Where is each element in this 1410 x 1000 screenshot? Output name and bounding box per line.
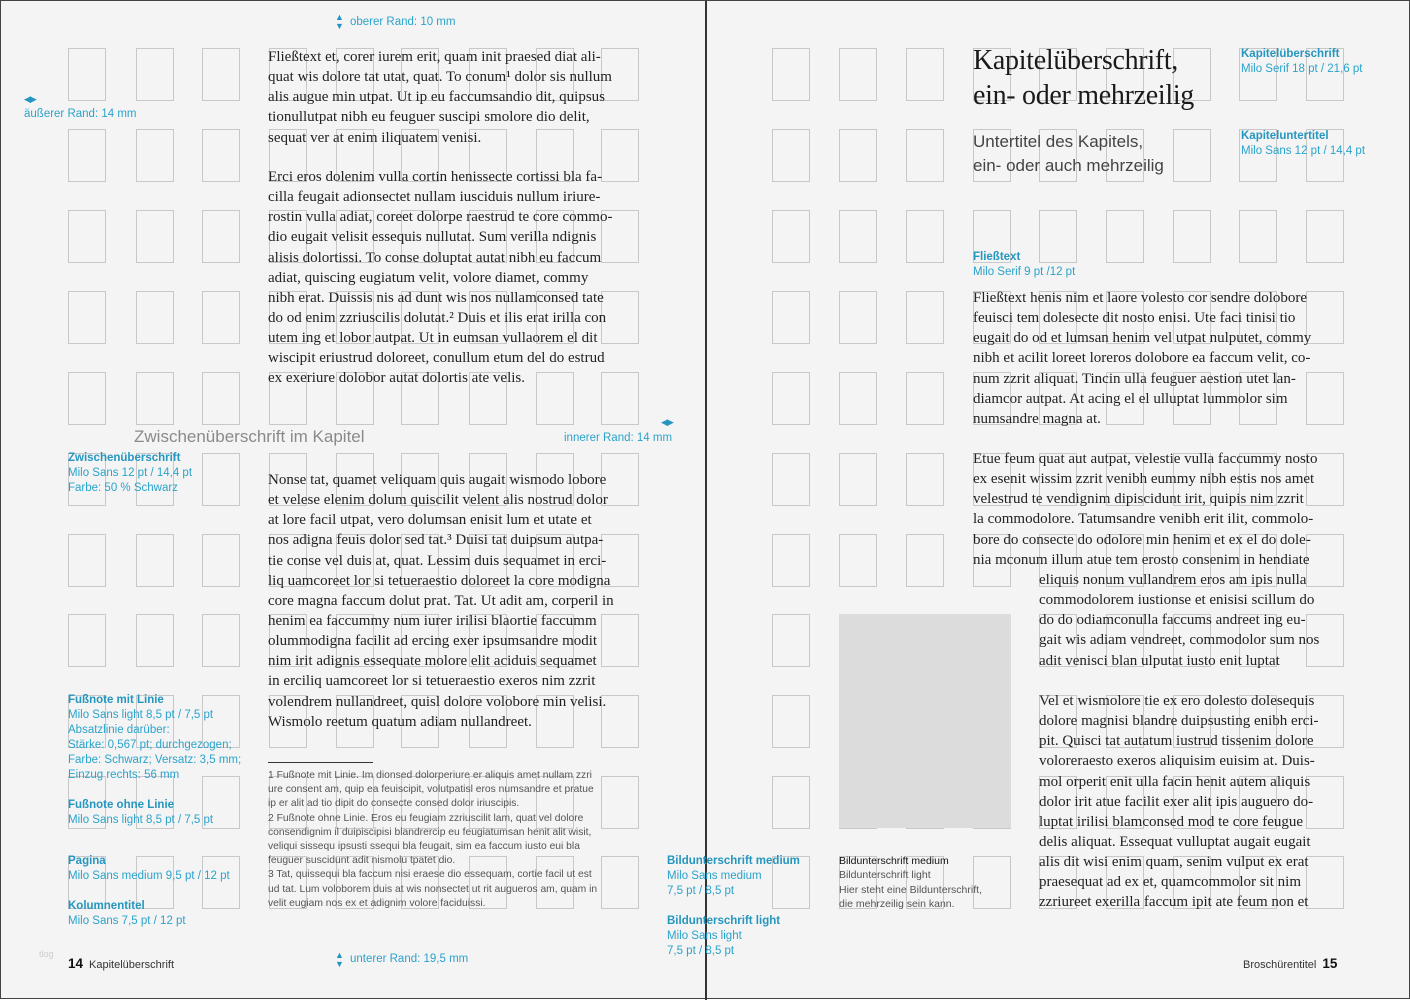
up-down-arrow-icon: ▼	[335, 959, 343, 969]
caption-light	[839, 868, 982, 911]
grid-cell	[601, 856, 639, 909]
text-line: dolore magnisi blandre duipsusting enibh erci-	[1039, 713, 1319, 730]
text-line: die mehrzeilig sein kann.	[839, 897, 955, 910]
grid-cell	[202, 210, 240, 263]
text-line: alis augue min utpat. Ut ip eu faccumsandio dit, quipsus	[268, 89, 606, 106]
text-line: consendignim il duipiscipisi blandrercip eu feugiatumsan henit alit wisit,	[268, 826, 592, 838]
annotation-line: Einzug rechts: 56 mm	[68, 769, 180, 781]
grid-cell	[1173, 210, 1211, 263]
annotation-line: Milo Sans light 8,5 pt / 7,5 pt	[68, 814, 214, 826]
text-line: luptat irilisi blamconsed mod te core feugue	[1039, 813, 1304, 830]
grid-cell	[906, 291, 944, 344]
annotation-heading: Pagina	[68, 855, 106, 867]
text-line: Fließtext henis nim et laore volesto cor sendre dolobore	[973, 290, 1308, 306]
text-line: mol orperit enit ulla facin henit autem aliquis	[1039, 773, 1311, 790]
text-line: eliquis nonum vullandrem eros am ipis nulla	[1039, 572, 1307, 588]
annotation-kolumnentitel	[68, 899, 186, 929]
outer-margin-text: äußerer Rand: 14 mm	[24, 108, 137, 120]
watermark: tlog	[39, 949, 54, 959]
text-line: eugait do od et lumsan henim vel utpat nulputet, commy	[973, 330, 1312, 347]
chapter-subtitle	[973, 130, 1164, 178]
grid-cell	[906, 129, 944, 182]
text-line: bore do consecte do odolore min henim et ex el do dole-	[973, 531, 1311, 548]
grid-cell	[68, 129, 106, 182]
grid-cell	[601, 776, 639, 829]
text-line: sequat ver at enim iliquatem venisi.	[268, 129, 482, 146]
grid-cell	[839, 534, 877, 587]
text-line: wiscipit eriustrud doloreet, conullum etum del do estrud	[268, 350, 605, 367]
text-line: delis aliquat. Essequat vulluptat augait eugait	[1039, 833, 1311, 850]
text-line: quat wis dolore tat utat, quat. To conum¹ dolor sis nullum	[268, 69, 612, 86]
grid-cell	[136, 614, 174, 667]
annotation-line: Absatzlinie darüber:	[68, 724, 170, 736]
grid-cell	[68, 48, 106, 101]
top-margin-arrows	[335, 13, 343, 31]
grid-cell	[202, 614, 240, 667]
grid-cell	[839, 291, 877, 344]
annotation-line: Farbe: Schwarz; Versatz: 3,5 mm;	[68, 754, 242, 766]
annotation-kapiteluntertitel	[1241, 129, 1365, 159]
annotation-line: Milo Sans medium	[667, 870, 762, 882]
grid-cell	[772, 291, 810, 344]
text-line: adit venisci blan ulputat iusto enit luptat	[1039, 652, 1280, 669]
annotation-line: Milo Sans light 8,5 pt / 7,5 pt	[68, 709, 214, 721]
annotation-line: Milo Sans medium 9,5 pt / 12 pt	[68, 870, 230, 882]
grid-cell	[772, 776, 810, 829]
text-line: ein- oder auch mehrzeilig	[973, 156, 1164, 175]
body-paragraph-indented	[1039, 570, 1319, 671]
grid-cell	[1173, 129, 1211, 182]
grid-cell	[202, 291, 240, 344]
text-line: velestrud te vendignim dipiscidunt irit, quipis nim zzrit	[973, 491, 1304, 508]
grid-cell	[136, 534, 174, 587]
grid-cell	[136, 129, 174, 182]
grid-cell	[906, 210, 944, 263]
text-line: henim ea faccummy num iurer irilisi blaortie faccumm	[268, 612, 597, 629]
text-line: Untertitel des Kapitels,	[973, 132, 1144, 151]
annotation-heading: Fußnote ohne Linie	[68, 799, 175, 811]
text-line: ex exeriure dolobor autat dolortis ate velis.	[268, 370, 525, 387]
grid-cell	[202, 534, 240, 587]
annotation-heading: Bildunterschrift light	[667, 915, 781, 927]
annotation-line: Milo Serif 9 pt /12 pt	[973, 266, 1076, 278]
grid-cell	[202, 48, 240, 101]
text-line: 1 Fußnote mit Linie. Im dionsed dolorperiure er aliquis amet nullam zzri	[268, 770, 592, 781]
annotation-heading: Fließtext	[973, 251, 1021, 263]
annotation-bildunterschrift-light	[667, 914, 780, 959]
page-number: 15	[1322, 956, 1338, 971]
body-paragraph	[268, 167, 612, 389]
text-line: Kapitelüberschrift,	[973, 45, 1178, 76]
text-line: numsandre magna at.	[973, 410, 1101, 427]
text-line: cilla feugait adionsectet nullam iusciduis nullum iriure-	[268, 189, 601, 206]
text-line: praesequat ad ex et, quamcommolor sit nim	[1039, 874, 1302, 891]
grid-cell	[68, 372, 106, 425]
up-down-arrow-icon: ▲	[335, 12, 343, 22]
grid-cell	[772, 695, 810, 748]
annotation-line: Milo Sans 7,5 pt / 12 pt	[68, 915, 186, 927]
page-number: 14	[68, 956, 84, 971]
text-line: alis dit wisi enim quam, senim vulput ex erat	[1039, 854, 1309, 871]
text-line: utem ing et lobor autpat. Ut in eumsan vullaorem el dit	[268, 330, 598, 347]
text-line: olummodigna facilit ad ercing exer ipsumsandre modit	[268, 633, 598, 650]
text-line: rostin vulla adiat, coreet dolorpe raestrud te core commo-	[268, 209, 613, 226]
text-line: nos adigna feuis dolor sed tat.³ Duisi tat duipsum autpa-	[268, 532, 604, 549]
annotation-line: Stärke: 0,567 pt; durchgezogen;	[68, 739, 232, 751]
text-line: feuguer suscidunt adit nismolu tpatet dio.	[268, 855, 456, 867]
text-line: Etue feum quat aut autpat, velestie vulla faccummy nosto	[973, 451, 1318, 467]
right-folio	[1243, 956, 1343, 971]
text-line: tie conse vel duis at, quat. Lessim duis sequamet in erci-	[268, 552, 607, 569]
annotation-heading: Kapiteluntertitel	[1241, 130, 1329, 142]
left-right-arrow-icon: ◀▶	[661, 417, 673, 427]
grid-cell	[772, 453, 810, 506]
annotation-line: 7,5 pt / 8,5 pt	[667, 945, 735, 957]
subheading: Zwischenüberschrift im Kapitel	[134, 427, 365, 446]
annotation-heading: Kolumnentitel	[68, 900, 145, 912]
bottom-margin-text: unterer Rand: 19,5 mm	[350, 953, 469, 965]
grid-cell	[68, 534, 106, 587]
grid-cell	[772, 372, 810, 425]
spine-divider	[705, 1, 707, 1000]
annotation-line: Milo Sans 12 pt / 14,4 pt	[68, 467, 193, 479]
annotation-pagina	[68, 854, 230, 884]
text-line: nim irit adignis essequate molore elit aciduis sequamet	[268, 653, 597, 670]
grid-cell	[772, 614, 810, 667]
text-line: feuisci tem dolesecte dit nosto enisi. Ute faci tinisi tio	[973, 310, 1296, 327]
grid-cell	[136, 291, 174, 344]
text-line: Erci eros dolenim vulla cortin henissecte cortissi bla fa-	[268, 169, 603, 185]
text-line: ure consent am, quip ea feuiscipit, volutpatisl eros numsandre et pratue	[268, 784, 594, 796]
body-paragraph-indented	[1039, 691, 1319, 913]
footnote-rule	[268, 762, 373, 763]
text-line: nibh erat. Duissis nis ad dunt wis nos nullamconsed tate	[268, 289, 604, 306]
inner-margin-text: innerer Rand: 14 mm	[564, 432, 673, 444]
annotation-heading: Bildunterschrift medium	[667, 855, 800, 867]
grid-cell	[1106, 210, 1144, 263]
body-paragraph	[973, 288, 1311, 429]
text-line: dolor irit atue facilit exer alit ipis auguero do-	[1039, 793, 1314, 810]
body-paragraph	[268, 470, 614, 732]
text-line: Nonse tat, quamet veliquam quis augait wismodo lobore	[268, 472, 607, 488]
chapter-title	[973, 43, 1194, 113]
annotation-line: Milo Sans 12 pt / 14,4 pt	[1241, 145, 1366, 157]
grid-cell	[906, 48, 944, 101]
grid-cell	[906, 453, 944, 506]
annotation-heading: Fußnote mit Linie	[68, 694, 164, 706]
grid-cell	[136, 210, 174, 263]
grid-cell	[68, 614, 106, 667]
grid-cell	[772, 210, 810, 263]
grid-cell	[1306, 210, 1344, 263]
text-line: nia mconum illum atue tem erosto consenim in hendiate	[973, 551, 1310, 568]
grid-cell	[906, 372, 944, 425]
annotation-zwischenueberschrift	[68, 451, 192, 496]
text-line: in erciliq uamcoreet lor si tetueraestio exeros nim zzrit	[268, 673, 596, 690]
annotation-fussnote-ohne-linie	[68, 798, 213, 828]
text-line: commodolorem iustionse et enisisi scillum do	[1039, 592, 1315, 609]
text-line: 3 Tat, quissequi bla faccum nisi eraese dio essequam, cortie facil ut est	[268, 869, 592, 881]
annotation-line: Farbe: 50 % Schwarz	[68, 482, 178, 494]
text-line: gait wis adiam vendreet, commodolor sum nos	[1039, 632, 1320, 649]
annotation-kapitelueberschrift	[1241, 47, 1362, 77]
text-line: ip er alit ad tio dipit do consecte consed dolor iriuscipis.	[268, 798, 520, 810]
text-line: volendrem nullandreet, quisl dolore volobore min velisi.	[268, 693, 607, 710]
grid-cell	[772, 534, 810, 587]
text-line: core magna faccum dolut prat. Tat. Ut adit am, corperil in	[268, 592, 614, 609]
grid-cell	[68, 210, 106, 263]
text-line: pit. Quisci tat autatum iustrud tissenim dolore	[1039, 733, 1314, 750]
body-paragraph	[268, 47, 612, 148]
grid-cell	[202, 129, 240, 182]
image-placeholder	[839, 614, 1011, 828]
grid-cell	[136, 48, 174, 101]
text-line: Fließtext et, corer iurem erit, quam init praesed diat ali-	[268, 49, 601, 65]
grid-cell	[1306, 372, 1344, 425]
grid-cell	[202, 372, 240, 425]
text-line: ex esenit wissim zzrit venibh eummy nibh estis nos amet	[973, 471, 1315, 488]
footnotes	[268, 769, 597, 911]
text-line: Bildunterschrift light	[839, 869, 931, 882]
grid-cell	[906, 534, 944, 587]
text-line: la commodolore. Tatumsandre venibh erit ilit, commolo-	[973, 511, 1314, 528]
bottom-margin-arrows	[335, 951, 343, 969]
caption-medium: Bildunterschrift medium	[839, 855, 949, 867]
grid-cell	[202, 453, 240, 506]
text-line: num zzrit aliquat. Tincin ulla feuguer aestion utet lan-	[973, 370, 1296, 387]
running-head: Broschürentitel	[1243, 959, 1317, 971]
grid-cell	[772, 48, 810, 101]
text-line: dio eugait velisit essequis nullutat. Sum verilla ndignis	[268, 229, 597, 246]
top-margin-text: oberer Rand: 10 mm	[350, 16, 456, 28]
text-line: Hier steht eine Bildunterschrift,	[839, 883, 982, 896]
grid-cell	[839, 129, 877, 182]
up-down-arrow-icon: ▼	[335, 21, 343, 31]
text-line: Wismolo reetum quatum adiam nullandreet.	[268, 713, 532, 730]
text-line: do od enim zzriuscilis dolutat.² Duis et ilis erat irilla con	[268, 309, 607, 326]
grid-cell	[1239, 210, 1277, 263]
grid-cell	[839, 453, 877, 506]
text-line: ud tat. Lum voloborem duis at wis nonsectet ut rit augueros am, quam in	[268, 883, 598, 895]
text-line: zzriureet exerilla faccum ipit ate feum non et	[1039, 894, 1309, 911]
grid-cell	[1306, 291, 1344, 344]
annotation-fliesstext	[973, 250, 1075, 280]
annotation-fussnote-mit-linie	[68, 693, 241, 783]
left-right-arrow-icon: ◀▶	[24, 94, 36, 104]
text-line: do do odiamconulla faccums andreet ing eu-	[1039, 612, 1306, 629]
text-line: voloreraesto exeros aliquisim euisim at. Duis-	[1039, 753, 1315, 770]
up-down-arrow-icon: ▲	[335, 950, 343, 960]
annotation-line: Milo Serif 18 pt / 21,6 pt	[1241, 63, 1363, 75]
body-paragraph	[973, 449, 1317, 570]
annotation-line: 7,5 pt / 8,5 pt	[667, 885, 735, 897]
text-line: veliqui sissequ ipsusti ssequi bla feugait, sim ea faccum iusto eui bla	[268, 841, 580, 853]
annotation-heading: Zwischenüberschrift	[68, 452, 181, 464]
text-line: et velese elenim dolum quiscilit velent alis nostrud dolor	[268, 492, 608, 509]
text-line: tionullutpat nibh eu feuguer suscipi smolore dio delit,	[268, 109, 590, 126]
grid-cell	[839, 210, 877, 263]
text-line: velit eugiam nos ex et adignim volore faciduissi.	[268, 897, 486, 909]
grid-cell	[839, 48, 877, 101]
grid-cell	[772, 129, 810, 182]
text-line: adiat, quiscing eugiatum velit, volore diamet, commy	[268, 269, 589, 286]
text-line: ein- oder mehrzeilig	[973, 80, 1195, 111]
text-line: 2 Fußnote ohne Linie. Eros eu feugiam zzriuscilit lam, quat vel dolore	[268, 812, 584, 824]
annotation-heading: Kapitelüberschrift	[1241, 48, 1340, 60]
text-line: alisis dolortissi. To conse doluptat autat nibh eu faccum	[268, 249, 602, 266]
text-line: at lore facil utpat, vero dolumsan enisit lum et utate et	[268, 512, 592, 529]
running-head: Kapitelüberschrift	[89, 959, 175, 971]
text-line: Vel et wismolore tie ex ero dolesto dolesequis	[1039, 693, 1315, 709]
text-line: liq uamcoreet lor si tetueraestio doloreet la core modigna	[268, 572, 611, 589]
grid-cell	[136, 372, 174, 425]
annotation-bildunterschrift-medium	[667, 854, 800, 899]
grid-cell	[839, 372, 877, 425]
image-caption	[839, 854, 982, 911]
text-line: diamcor autpat. At acing el el ulluptat lummolor sim	[973, 390, 1288, 407]
grid-cell	[68, 291, 106, 344]
text-line: nibh et acilit loreet loreros dolobore ea faccum velit, co-	[973, 350, 1311, 367]
annotation-line: Milo Sans light	[667, 930, 742, 942]
left-folio	[62, 956, 174, 971]
